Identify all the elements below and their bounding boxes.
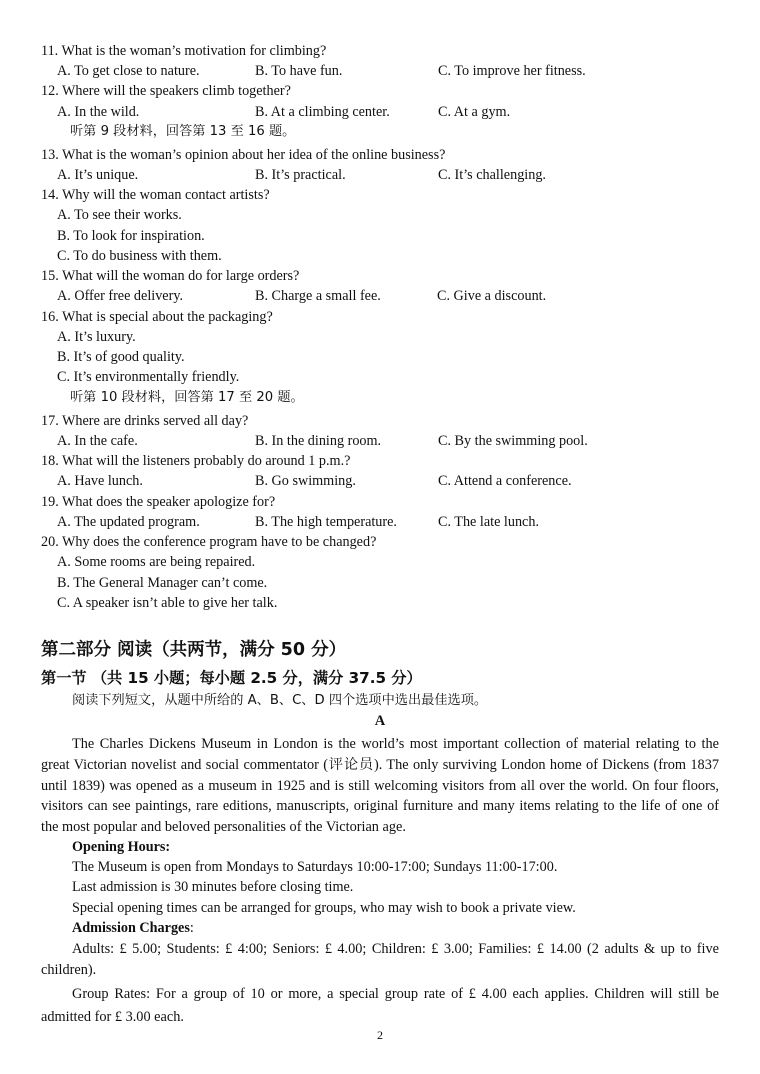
question-13: 13. What is the woman’s opinion about her idea of the online business? [41,147,446,163]
question-15: 15. What will the woman do for large orders? [41,268,300,284]
q13-option-a: A. It’s unique. [57,167,139,183]
admission-heading [72,918,194,938]
opening-hours-line-3: Special opening times can be arranged for groups, who may wish to book a private view. [72,900,576,916]
section-one-title: 第一节 （共 15 小题；每小题 2.5 分，满分 37.5 分） [41,669,422,687]
question-17: 17. Where are drinks served all day? [41,413,249,429]
q16-option-a: A. It’s luxury. [57,329,136,345]
passage-intro [41,734,719,838]
q18-option-b: B. Go swimming. [255,473,356,489]
admission-heading-text: Admission Charges [72,920,190,936]
q11-option-a: A. To get close to nature. [57,63,200,79]
q16-option-c: C. It’s environmentally friendly. [57,369,240,385]
admission-charges [41,939,719,981]
passage-label: A [374,713,386,729]
q14-option-a: A. To see their works. [57,207,182,223]
group-rates-text: Group Rates: For a group of 10 or more, a special group rate of £ 4.00 each applies. Children will still be admitted for £ 3.00 each. [41,986,719,1025]
q15-option-c: C. Give a discount. [437,288,547,304]
part-two-title: 第二部分 阅读（共两节，满分 50 分） [41,640,347,660]
opening-hours-heading: Opening Hours: [72,839,171,855]
reading-instruction: 阅读下列短文，从题中所给的 A、B、C、D 四个选项中选出最佳选项。 [72,693,488,708]
q19-option-c: C. The late lunch. [438,514,539,530]
q15-option-b: B. Charge a small fee. [255,288,381,304]
question-20: 20. Why does the conference program have to be changed? [41,534,377,550]
question-19: 19. What does the speaker apologize for? [41,494,276,510]
q16-option-b: B. It’s of good quality. [57,349,185,365]
q15-option-a: A. Offer free delivery. [57,288,184,304]
section-9-instruction: 听第 9 段材料，回答第 13 至 16 题。 [70,124,296,139]
q19-option-b: B. The high temperature. [255,514,397,530]
group-rates [41,983,719,1028]
q13-option-b: B. It’s practical. [255,167,346,183]
question-16: 16. What is special about the packaging? [41,309,273,325]
question-11: 11. What is the woman’s motivation for climbing? [41,43,327,59]
q20-option-a: A. Some rooms are being repaired. [57,554,256,570]
q17-option-a: A. In the cafe. [57,433,138,449]
q11-option-b: B. To have fun. [255,63,343,79]
question-14: 14. Why will the woman contact artists? [41,187,270,203]
q14-option-c: C. To do business with them. [57,248,222,264]
q20-option-c: C. A speaker isn’t able to give her talk. [57,595,278,611]
q19-option-a: A. The updated program. [57,514,200,530]
opening-hours-line-1: The Museum is open from Mondays to Saturdays 10:00-17:00; Sundays 11:00-17:00. [72,859,558,875]
page-number: 2 [377,1028,383,1042]
q12-option-b: B. At a climbing center. [255,104,390,120]
opening-hours-line-2: Last admission is 30 minutes before closing time. [72,879,354,895]
admission-charges-text: Adults: £ 5.00; Students: £ 4:00; Seniors: £ 4.00; Children: £ 3.00; Families: £ 14.00 (2 adults & up to five children). [41,941,719,978]
q11-option-c: C. To improve her fitness. [438,63,586,79]
q18-option-c: C. Attend a conference. [438,473,572,489]
q20-option-b: B. The General Manager can’t come. [57,575,268,591]
question-12: 12. Where will the speakers climb together? [41,83,291,99]
q12-option-c: C. At a gym. [438,104,511,120]
question-18: 18. What will the listeners probably do around 1 p.m.? [41,453,351,469]
q18-option-a: A. Have lunch. [57,473,143,489]
admission-heading-colon: : [189,920,194,936]
q14-option-b: B. To look for inspiration. [57,228,205,244]
q17-option-b: B. In the dining room. [255,433,382,449]
q17-option-c: C. By the swimming pool. [438,433,588,449]
section-10-instruction: 听第 10 段材料，回答第 17 至 20 题。 [70,390,304,405]
q13-option-c: C. It’s challenging. [438,167,546,183]
passage-intro-text: The Charles Dickens Museum in London is the world’s most important collection of material relating to the great Victorian novelist and social commentator (评论员). The only surviving London home of Dickens (from 1837 until 1839) was opened as a museum in 1925 and is still welcoming visitors from all over the world. On four floors, visitors can see paintings, rare editions, manuscripts, original furniture and many items relating to the life of one of the most popular and beloved personalities of the Victorian age. [41,736,719,836]
q12-option-a: A. In the wild. [57,104,140,120]
